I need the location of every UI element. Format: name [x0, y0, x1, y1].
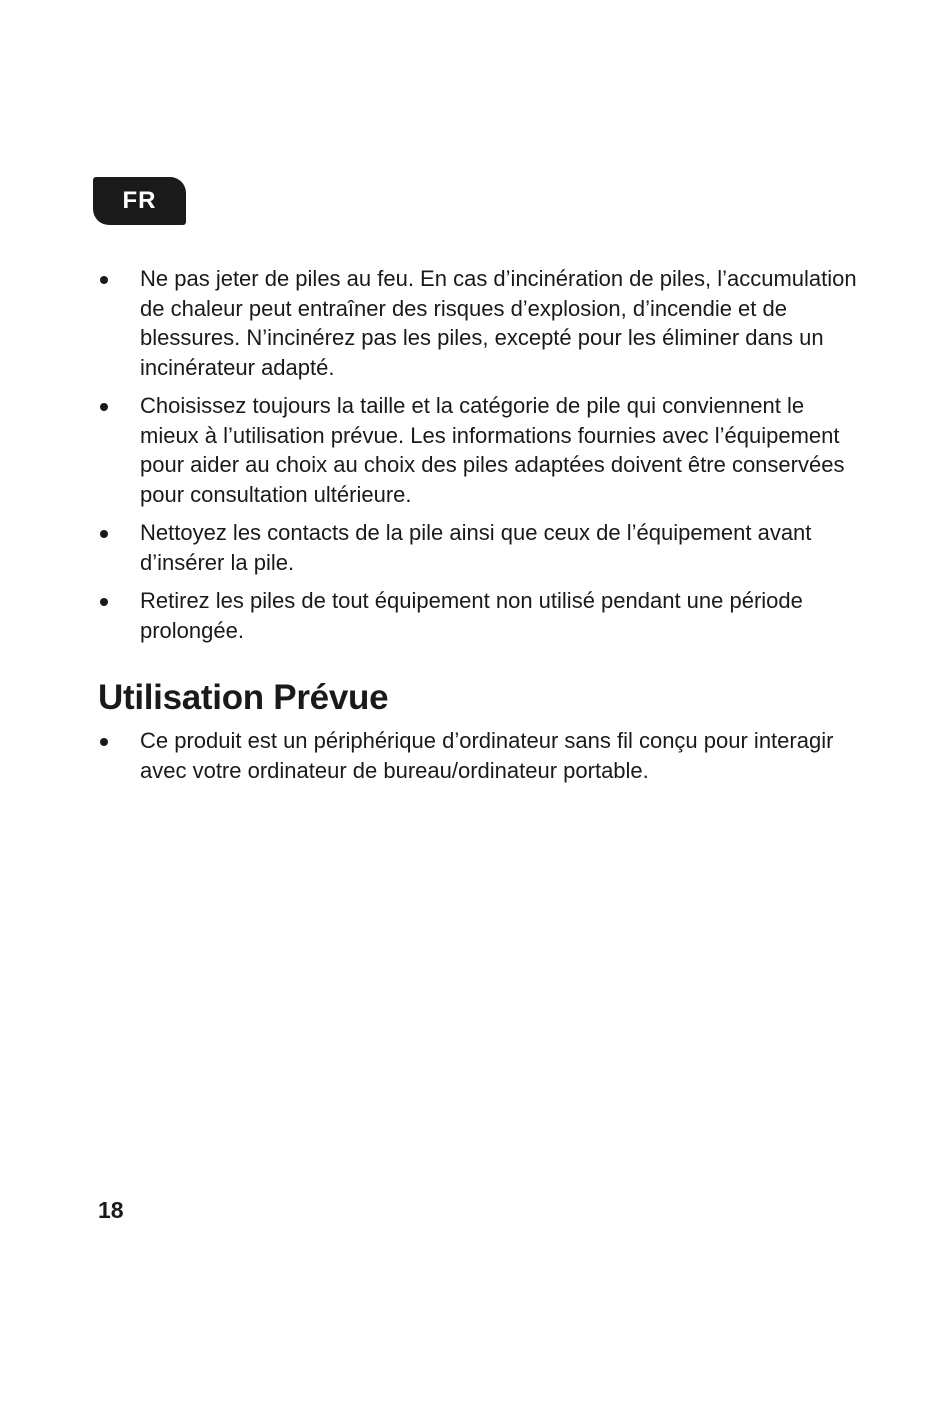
safety-bullet-list — [98, 264, 868, 645]
list-item — [98, 391, 868, 509]
list-item-text: Ce produit est un périphérique d’ordinateur sans fil conçu pour interagir avec votre ordinateur de bureau/ordinateur portable. — [140, 728, 834, 783]
bullet-icon — [100, 403, 108, 411]
language-badge-label: FR — [122, 187, 157, 214]
bullet-icon — [100, 738, 108, 746]
bullet-icon — [100, 598, 108, 606]
list-item — [98, 586, 868, 645]
bullet-icon — [100, 530, 108, 538]
list-item-text: Choisissez toujours la taille et la catégorie de pile qui conviennent le mieux à l’utilisation prévue. Les informations fournies avec l’équipement pour aider au choix au choix des piles adaptées doivent être conservées pour consultation ultérieure. — [140, 393, 845, 507]
list-item — [98, 518, 868, 577]
page-number: 18 — [98, 1197, 124, 1223]
intended-use-bullet-list — [98, 726, 868, 785]
list-item-text: Retirez les piles de tout équipement non utilisé pendant une période prolongée. — [140, 588, 803, 643]
bullet-icon — [100, 276, 108, 284]
list-item-text: Nettoyez les contacts de la pile ainsi que ceux de l’équipement avant d’insérer la pile. — [140, 520, 812, 575]
page-content — [98, 264, 868, 794]
language-badge — [93, 177, 186, 225]
section-title: Utilisation Prévue — [98, 678, 389, 717]
list-item-text: Ne pas jeter de piles au feu. En cas d’incinération de piles, l’accumulation de chaleur peut entraîner des risques d’explosion, d’incendie et de blessures. N’incinérez pas les piles, excepté pour les éliminer dans un incinérateur adapté. — [140, 266, 857, 380]
list-item — [98, 264, 868, 382]
list-item — [98, 726, 868, 785]
